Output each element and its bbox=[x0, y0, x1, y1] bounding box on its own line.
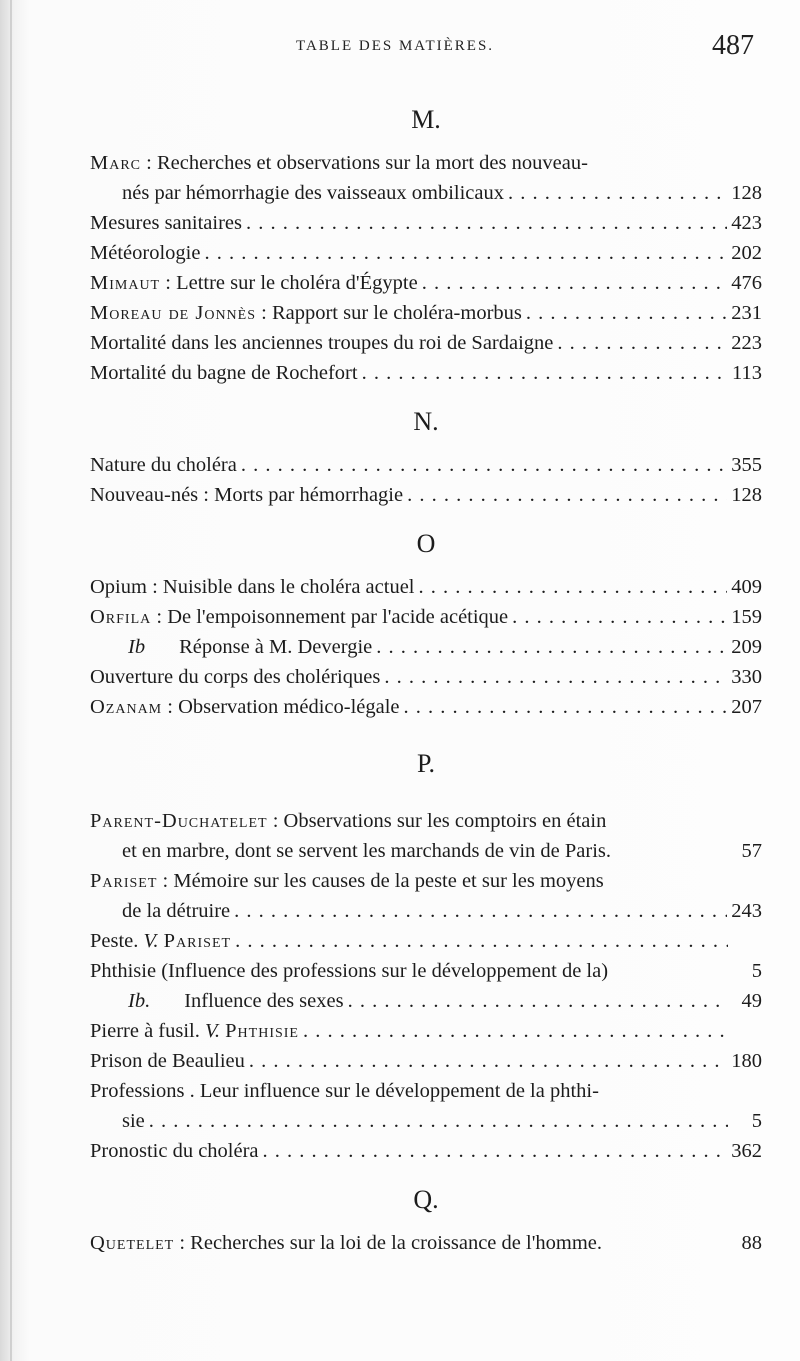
dot-leader bbox=[508, 178, 727, 208]
entry-name: Pariset bbox=[90, 870, 158, 892]
dot-leader bbox=[246, 208, 727, 238]
index-entry bbox=[90, 662, 762, 692]
index-entry bbox=[90, 1136, 762, 1166]
index-entry bbox=[90, 602, 762, 632]
entry-page: 180 bbox=[731, 1050, 762, 1072]
index-entry bbox=[90, 238, 762, 268]
entry-name: Parent-Duchatelet bbox=[90, 810, 268, 832]
entry-text: Météorologie bbox=[90, 242, 201, 264]
binding-gutter bbox=[10, 0, 12, 1361]
dot-leader bbox=[149, 1106, 728, 1136]
page-header bbox=[0, 30, 800, 66]
entry-page: 113 bbox=[732, 362, 762, 384]
entry-page: 57 bbox=[741, 840, 762, 862]
entry-page: 362 bbox=[731, 1140, 762, 1162]
dot-leader bbox=[362, 358, 728, 388]
entry-page: 330 bbox=[731, 666, 762, 688]
index-entry bbox=[90, 480, 762, 510]
index-content bbox=[90, 100, 762, 1258]
index-entry bbox=[90, 926, 762, 956]
dot-leader bbox=[263, 1136, 728, 1166]
running-title: TABLE DES MATIÈRES. bbox=[296, 38, 495, 54]
entry-text: Pierre à fusil. bbox=[90, 1020, 205, 1042]
entry-name: Mimaut bbox=[90, 272, 161, 294]
dot-leader bbox=[422, 268, 728, 298]
entry-page: 49 bbox=[741, 990, 762, 1012]
index-entry bbox=[90, 358, 762, 388]
index-entry bbox=[90, 208, 762, 238]
index-entry bbox=[90, 956, 762, 986]
index-entry bbox=[90, 268, 762, 298]
index-entry bbox=[90, 148, 762, 208]
dot-leader bbox=[384, 662, 727, 692]
entry-page: 231 bbox=[731, 302, 762, 324]
index-entry bbox=[90, 806, 762, 866]
entry-text: : De l'empoisonnement par l'acide acétique bbox=[151, 606, 509, 628]
entry-text: Mesures sanitaires bbox=[90, 212, 242, 234]
section-gap bbox=[90, 792, 762, 806]
index-entry bbox=[90, 866, 762, 926]
section-gap bbox=[90, 722, 762, 744]
entry-continuation: et en marbre, dont se servent les marchands de vin de Paris. bbox=[122, 840, 611, 862]
index-entry bbox=[90, 1046, 762, 1076]
dot-leader bbox=[235, 926, 728, 956]
entry-text: : Lettre sur le choléra d'Égypte bbox=[160, 272, 418, 294]
dot-leader bbox=[404, 692, 728, 722]
entry-text: : Recherches sur la loi de la croissance de l'homme. bbox=[174, 1232, 603, 1254]
entry-text: Influence des sexes bbox=[184, 990, 344, 1012]
index-entry bbox=[90, 1016, 762, 1046]
see-reference-mark: V. bbox=[143, 930, 159, 952]
entry-text: Nature du choléra bbox=[90, 454, 237, 476]
entry-text: Peste. bbox=[90, 930, 144, 952]
section-letter-q: Q. bbox=[413, 1185, 439, 1214]
index-entry bbox=[90, 1228, 762, 1258]
index-entry bbox=[90, 450, 762, 480]
entry-continuation: sie bbox=[122, 1110, 145, 1132]
section-gap bbox=[90, 1166, 762, 1180]
section-letter-o: O bbox=[416, 529, 436, 558]
entry-page: 243 bbox=[731, 900, 762, 922]
entry-text: : Observations sur les comptoirs en étain bbox=[267, 810, 607, 832]
entry-reference: Pariset bbox=[163, 930, 232, 952]
entry-page: 159 bbox=[731, 606, 762, 628]
dot-leader bbox=[204, 238, 727, 268]
index-entry bbox=[90, 632, 762, 662]
dot-leader bbox=[419, 572, 728, 602]
entry-page: 5 bbox=[751, 960, 762, 982]
entry-continuation: nés par hémorrhagie des vaisseaux ombilicaux bbox=[122, 182, 504, 204]
dot-leader bbox=[303, 1016, 728, 1046]
entry-name: Marc bbox=[90, 152, 142, 174]
entry-page: 209 bbox=[731, 636, 762, 658]
index-entry bbox=[90, 298, 762, 328]
entry-page: 128 bbox=[731, 484, 762, 506]
section-gap bbox=[90, 510, 762, 524]
dot-leader bbox=[241, 450, 727, 480]
see-reference-mark: V. bbox=[205, 1020, 221, 1042]
ibid-mark: Ib bbox=[128, 636, 146, 658]
dot-leader bbox=[376, 632, 727, 662]
entry-reference: Phthisie bbox=[225, 1020, 299, 1042]
entry-page: 5 bbox=[751, 1110, 762, 1132]
entry-text: Mortalité du bagne de Rochefort bbox=[90, 362, 358, 384]
index-entry bbox=[90, 692, 762, 722]
index-entry bbox=[90, 986, 762, 1016]
entry-page: 88 bbox=[741, 1232, 762, 1254]
entry-page: 423 bbox=[731, 212, 762, 234]
dot-leader bbox=[557, 328, 727, 358]
entry-name: Quetelet bbox=[90, 1232, 175, 1254]
ibid-mark: Ib. bbox=[128, 990, 151, 1012]
entry-text: Ouverture du corps des cholériques bbox=[90, 666, 381, 688]
dot-leader bbox=[234, 896, 727, 926]
entry-text: Professions . Leur influence sur le développement de la phthi- bbox=[90, 1080, 599, 1102]
entry-page: 409 bbox=[731, 576, 762, 598]
entry-text: : Rapport sur le choléra-morbus bbox=[256, 302, 522, 324]
entry-text: Pronostic du choléra bbox=[90, 1140, 259, 1162]
entry-page: 202 bbox=[731, 242, 762, 264]
entry-text: : Recherches et observations sur la mort des nouveau- bbox=[141, 152, 588, 174]
entry-text: : Mémoire sur les causes de la peste et sur les moyens bbox=[157, 870, 604, 892]
entry-name: Ozanam bbox=[90, 696, 163, 718]
section-gap bbox=[90, 388, 762, 402]
entry-text: Mortalité dans les anciennes troupes du roi de Sardaigne bbox=[90, 332, 554, 354]
section-letter-n: N. bbox=[413, 407, 439, 436]
dot-leader bbox=[407, 480, 727, 510]
dot-leader bbox=[512, 602, 727, 632]
entry-text: Opium : Nuisible dans le choléra actuel bbox=[90, 576, 415, 598]
entry-text: Nouveau-nés : Morts par hémorrhagie bbox=[90, 484, 404, 506]
page-number: 487 bbox=[712, 30, 754, 61]
entry-name: Orfila bbox=[90, 606, 152, 628]
dot-leader bbox=[526, 298, 727, 328]
entry-text: Phthisie (Influence des professions sur le développement de la) bbox=[90, 960, 609, 982]
index-entry bbox=[90, 328, 762, 358]
entry-name: Moreau de Jonnès bbox=[90, 302, 257, 324]
entry-text: : Observation médico-légale bbox=[162, 696, 400, 718]
dot-leader bbox=[249, 1046, 727, 1076]
entry-page: 223 bbox=[731, 332, 762, 354]
entry-continuation: de la détruire bbox=[122, 900, 231, 922]
entry-text: Prison de Beaulieu bbox=[90, 1050, 245, 1072]
index-entry bbox=[90, 572, 762, 602]
section-letter-p: P. bbox=[416, 749, 436, 778]
entry-page: 128 bbox=[731, 182, 762, 204]
entry-text: Réponse à M. Devergie bbox=[179, 636, 373, 658]
dot-leader bbox=[348, 986, 728, 1016]
entry-page: 476 bbox=[731, 272, 762, 294]
section-letter-m: M. bbox=[411, 105, 441, 134]
entry-page: 355 bbox=[731, 454, 762, 476]
entry-page: 207 bbox=[731, 696, 762, 718]
index-entry bbox=[90, 1076, 762, 1136]
